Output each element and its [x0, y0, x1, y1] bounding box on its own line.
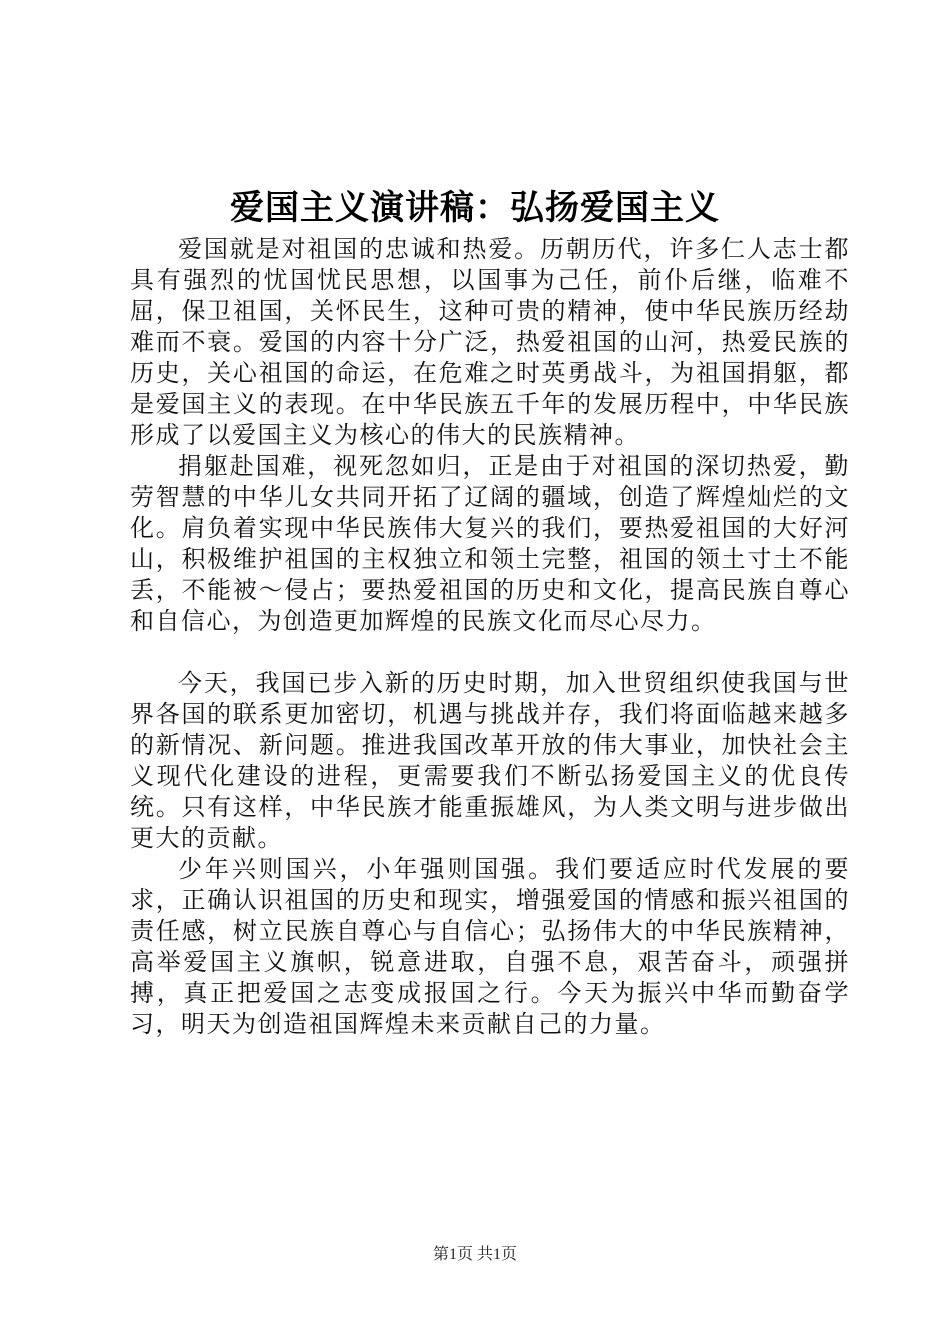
document-title: 爱国主义演讲稿：弘扬爱国主义: [230, 188, 720, 228]
paragraph-2: 捐躯赴国难，视死忽如归，正是由于对祖国的深切热爱，勤劳智慧的中华儿女共同开拓了辽阔的疆域，创造了辉煌灿烂的文化。肩负着实现中华民族伟大复兴的我们，要热爱祖国的大好河山，积极维护祖国的主权独立和领土完整，祖国的领土寸土不能丢，不能被～侵占；要热爱祖国的历史和文化，提高民族自尊心和自信心，为创造更加辉煌的民族文化而尽心尽力。: [130, 452, 850, 635]
document-body: [130, 234, 850, 1040]
paragraph-4: 少年兴则国兴，小年强则国强。我们要适应时代发展的要求，正确认识祖国的历史和现实，增强爱国的情感和振兴祖国的责任感，树立民族自尊心与自信心；弘扬伟大的中华民族精神，高举爱国主义旗帜，锐意进取，自强不息，艰苦奋斗，顽强拼搏，真正把爱国之志变成报国之行。今天为振兴中华而勤奋学习，明天为创造祖国辉煌未来贡献自己的力量。: [130, 855, 850, 1038]
page-number-footer: 第1页 共1页: [432, 1246, 517, 1263]
paragraph-1: 爱国就是对祖国的忠诚和热爱。历朝历代，许多仁人志士都具有强烈的忧国忧民思想，以国事为己任，前仆后继，临难不屈，保卫祖国，关怀民生，这种可贵的精神，使中华民族历经劫难而不衰。爱国的内容十分广泛，热爱祖国的山河，热爱民族的历史，关心祖国的命运，在危难之时英勇战斗，为祖国捐躯，都是爱国主义的表现。在中华民族五千年的发展历程中，中华民族形成了以爱国主义为核心的伟大的民族精神。: [130, 235, 850, 449]
paragraph-3: 今天，我国已步入新的历史时期，加入世贸组织使我国与世界各国的联系更加密切，机遇与挑战并存，我们将面临越来越多的新情况、新问题。推进我国改革开放的伟大事业，加快社会主义现代化建设的进程，更需要我们不断弘扬爱国主义的优良传统。只有这样，中华民族才能重振雄风，为人类文明与进步做出更大的贡献。: [130, 669, 850, 852]
